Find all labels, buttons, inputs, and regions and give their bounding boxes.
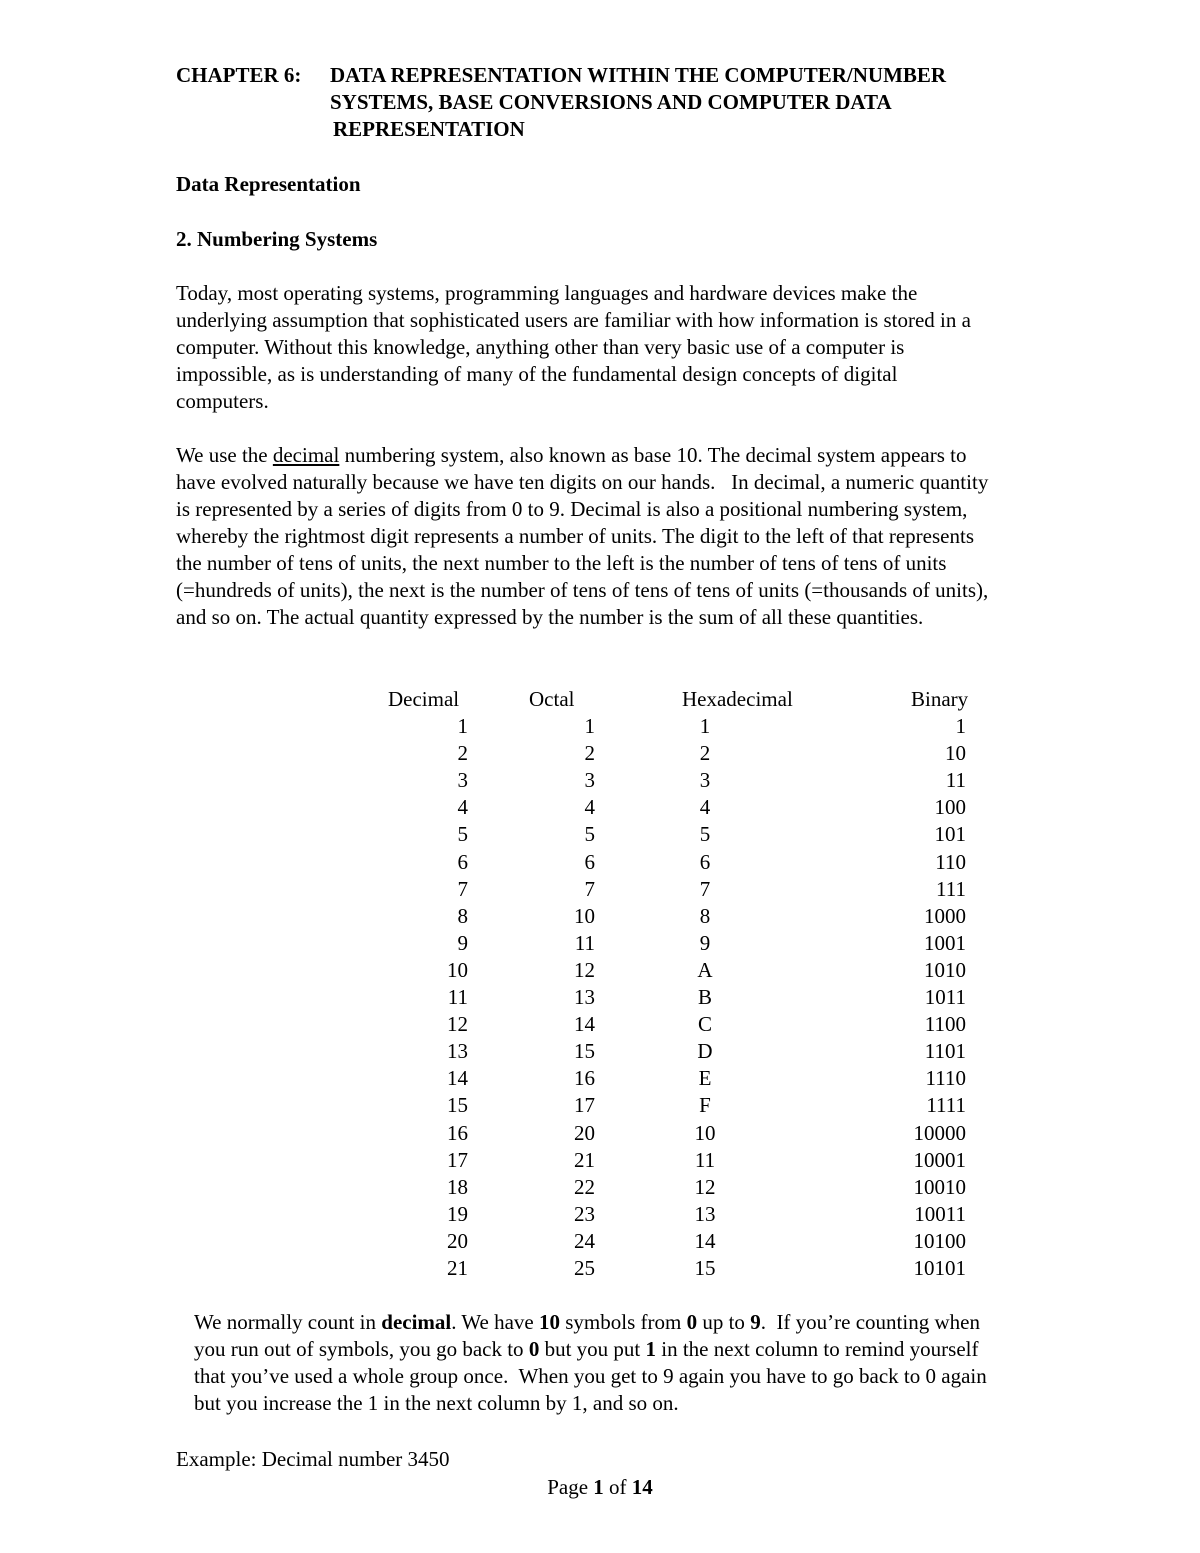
cell-octal: 14 [574,1012,595,1037]
chapter-title-line-1: DATA REPRESENTATION WITHIN THE COMPUTER/NUMBER [330,63,947,87]
cell-octal: 15 [574,1039,595,1064]
cell-binary: 10000 [913,1120,966,1145]
chapter-label: CHAPTER 6: [176,63,302,87]
text-line: underlying assumption that sophisticated users are familiar with how information is stored in a [176,308,971,332]
text-line [194,1336,987,1363]
table-row [0,1174,1200,1201]
cell-binary: 10101 [913,1255,966,1280]
cell-binary: 10011 [914,1201,966,1226]
cell-hexadecimal: 13 [694,1201,716,1226]
table-row [0,1120,1200,1147]
header-decimal: Decimal [388,687,460,711]
cell-decimal: 9 [457,930,468,955]
bold-term: 9 [750,1310,761,1334]
cell-hexadecimal: 5 [699,822,711,847]
cell-decimal: 4 [457,795,468,820]
cell-hexadecimal: 2 [699,741,711,766]
cell-octal: 20 [574,1120,595,1145]
cell-hexadecimal: 10 [694,1120,716,1145]
bold-term: 0 [528,1337,540,1361]
cell-binary: 1001 [924,930,966,955]
text-line: is represented by a series of digits from 0 to 9. Decimal is also a positional numbering system, [176,497,968,521]
underlined-term: decimal [272,443,340,467]
text-line [176,442,988,469]
cell-hexadecimal: 1 [699,714,711,739]
cell-binary: 1 [955,714,966,739]
table-row [0,903,1200,930]
cell-decimal: 5 [457,822,468,847]
cell-octal: 17 [574,1093,595,1118]
cell-binary: 1110 [925,1066,966,1091]
cell-binary: 10100 [913,1228,966,1253]
page-number: 1 [593,1475,604,1499]
cell-decimal: 18 [447,1174,468,1199]
cell-hexadecimal: B [697,985,713,1010]
table-row [0,1011,1200,1038]
cell-decimal: 6 [457,849,468,874]
cell-octal: 23 [574,1201,595,1226]
bold-term: 10 [539,1310,560,1334]
bold-term: 0 [686,1310,698,1334]
text-line: impossible, as is understanding of many of the fundamental design concepts of digital [176,362,898,386]
text-run: numbering system, also known as base 10. The decimal system appears to [339,443,967,467]
bold-term: 1 [645,1337,656,1361]
cell-hexadecimal: 9 [699,930,711,955]
text-line: the number of tens of units, the next number to the left is the number of tens of tens of units [176,551,947,575]
cell-octal: 3 [584,768,595,793]
table-row [0,1038,1200,1065]
cell-binary: 110 [935,849,966,874]
page-footer [0,1474,1200,1501]
table-row [0,1201,1200,1228]
cell-binary: 100 [934,795,966,820]
table-row [0,876,1200,903]
chapter-title-line-2: SYSTEMS, BASE CONVERSIONS AND COMPUTER DATA [330,90,892,114]
cell-decimal: 17 [447,1147,468,1172]
cell-decimal: 19 [447,1201,468,1226]
paragraph-decimal [176,442,988,631]
cell-hexadecimal: A [697,957,713,982]
text-run: We use the [176,443,273,467]
cell-decimal: 12 [447,1012,468,1037]
cell-octal: 16 [574,1066,595,1091]
table-header-row [0,686,1200,713]
text-line: (=hundreds of units), the next is the number of tens of tens of tens of units (=thousands of units), [176,578,989,602]
cell-binary: 11 [945,768,966,793]
text-run: but you put [539,1337,646,1361]
cell-octal: 6 [584,849,595,874]
table-row [0,1065,1200,1092]
cell-hexadecimal: C [697,1012,713,1037]
text-line: computer. Without this knowledge, anything other than very basic use of a computer is [176,335,905,359]
cell-octal: 2 [584,741,595,766]
cell-hexadecimal: 8 [699,903,711,928]
chapter-title-line-3: REPRESENTATION [333,117,525,141]
footer-text: Page [547,1475,594,1499]
table-row [0,1147,1200,1174]
cell-octal: 25 [574,1255,595,1280]
cell-octal: 13 [574,985,595,1010]
text-line [194,1309,987,1336]
cell-hexadecimal: 7 [699,876,711,901]
cell-hexadecimal: F [699,1093,711,1118]
example-line: Example: Decimal number 3450 [176,1447,450,1471]
subsection-heading: 2. Numbering Systems [176,227,378,251]
cell-binary: 10 [945,741,966,766]
cell-decimal: 8 [457,903,468,928]
cell-binary: 1000 [924,903,966,928]
cell-decimal: 16 [447,1120,468,1145]
header-octal: Octal [529,687,575,711]
cell-binary: 1101 [924,1039,966,1064]
table-row [0,957,1200,984]
cell-decimal: 3 [457,768,468,793]
cell-hexadecimal: E [698,1066,712,1091]
text-run: in the next column to remind yourself [655,1337,979,1361]
bold-term: decimal [381,1310,452,1334]
paragraph-counting [194,1309,987,1417]
cell-octal: 22 [574,1174,595,1199]
cell-hexadecimal: 14 [694,1228,716,1253]
table-row [0,849,1200,876]
chapter-title [176,62,946,143]
cell-octal: 10 [574,903,595,928]
text-run: . We have [451,1310,539,1334]
cell-decimal: 2 [457,741,468,766]
cell-decimal: 14 [447,1066,468,1091]
cell-hexadecimal: 11 [694,1147,716,1172]
text-line: Today, most operating systems, programming languages and hardware devices make the [176,281,918,305]
text-run: We normally count in [194,1310,382,1334]
text-line: computers. [176,389,269,413]
cell-octal: 24 [574,1228,595,1253]
header-hexadecimal: Hexadecimal [682,687,793,711]
cell-octal: 5 [584,822,595,847]
text-run: up to [697,1310,751,1334]
cell-hexadecimal: 6 [699,849,711,874]
text-line: and so on. The actual quantity expressed by the number is the sum of all these quantities. [176,605,924,629]
cell-hexadecimal: 12 [694,1174,716,1199]
cell-hexadecimal: 15 [694,1255,716,1280]
text-run: . If you’re counting when [760,1310,980,1334]
cell-octal: 1 [584,714,595,739]
table-row [0,740,1200,767]
text-line: that you’ve used a whole group once. When you get to 9 again you have to go back to 0 again [194,1364,987,1388]
cell-binary: 111 [936,876,966,901]
cell-hexadecimal: 4 [699,795,711,820]
cell-decimal: 10 [447,957,468,982]
text-line: have evolved naturally because we have ten digits on our hands. In decimal, a numeric quantity [176,470,989,494]
table-row [0,1228,1200,1255]
cell-hexadecimal: 3 [699,768,711,793]
cell-decimal: 20 [447,1228,468,1253]
cell-binary: 101 [934,822,966,847]
cell-decimal: 21 [447,1255,468,1280]
table-row [0,794,1200,821]
cell-decimal: 1 [457,714,468,739]
cell-octal: 7 [584,876,595,901]
cell-binary: 10010 [913,1174,966,1199]
number-systems-table [0,686,1200,1282]
cell-binary: 1100 [924,1012,966,1037]
cell-hexadecimal: D [697,1039,713,1064]
cell-binary: 1111 [926,1093,966,1118]
section-heading: Data Representation [176,172,361,196]
cell-octal: 4 [584,795,595,820]
table-row [0,930,1200,957]
cell-binary: 1011 [924,985,966,1010]
header-binary: Binary [911,687,969,711]
table-row [0,767,1200,794]
footer-text: of [603,1475,632,1499]
table-row [0,984,1200,1011]
cell-decimal: 15 [447,1093,468,1118]
cell-binary: 1010 [924,957,966,982]
table-row [0,713,1200,740]
text-line: but you increase the 1 in the next column by 1, and so on. [194,1391,679,1415]
text-run: you run out of symbols, you go back to [194,1337,529,1361]
text-line: whereby the rightmost digit represents a number of units. The digit to the left of that represents [176,524,974,548]
cell-octal: 11 [574,930,595,955]
cell-binary: 10001 [913,1147,966,1172]
cell-decimal: 7 [457,876,468,901]
cell-octal: 12 [574,957,595,982]
cell-decimal: 11 [447,985,468,1010]
table-row [0,821,1200,848]
page-total: 14 [631,1475,653,1499]
cell-octal: 21 [574,1147,595,1172]
paragraph-intro [176,280,971,415]
cell-decimal: 13 [447,1039,468,1064]
table-row [0,1255,1200,1282]
table-row [0,1092,1200,1119]
text-run: symbols from [560,1310,687,1334]
